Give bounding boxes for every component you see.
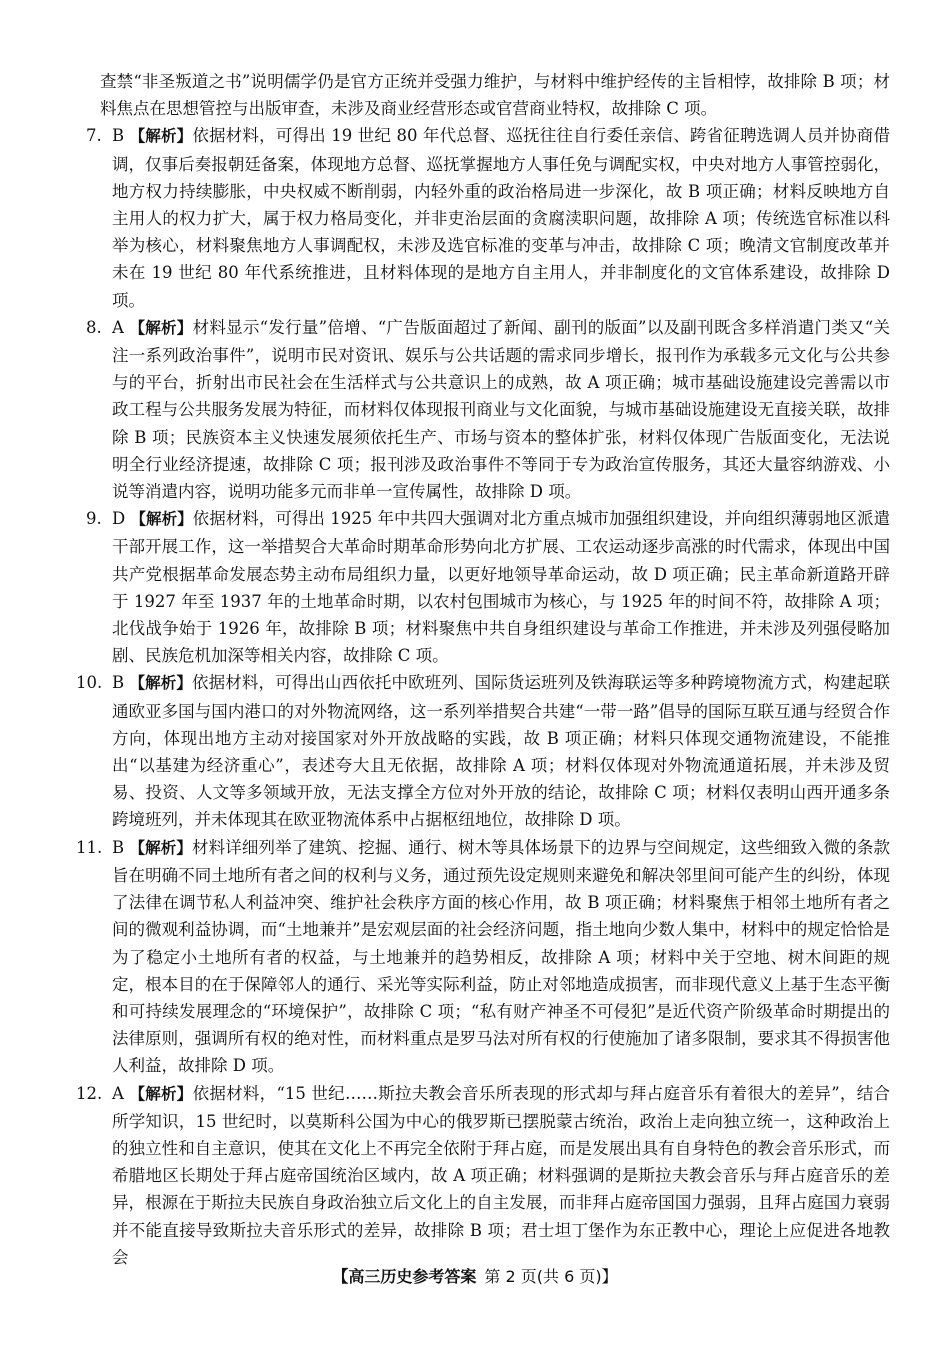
item-number: 8. <box>86 317 102 337</box>
answer-item-8 <box>86 314 890 505</box>
item-text: 依据材料，可得出 1925 年中共四大强调对北方重点城市加强组织建设，并向组织薄弱地区派遣干部开展工作，这一举措契合大革命时期革命形势向北方扩展、工农运动逐步高涨的时代需求，体现出中国共产党根据革命发展态势主动布局组织力量，以更好地领导革命运动，故 D 项正确；民主革命新道路开辟于 1927 年至 1937 年的土地革命时期，以农村包围城市为核心，与 1925 年的时间不符，故排除 A 项；北伐战争始于 1926 年，故排除 B 项；材料聚焦中共自身组织建设与革命工作推进，并未涉及列强侵略加剧、民族危机加深等相关内容，故排除 C 项。 <box>112 509 890 666</box>
analysis-tag: 【解析】 <box>129 838 193 857</box>
footer-title: 【高三历史参考答案 <box>332 1267 477 1286</box>
item-answer: B <box>112 837 125 857</box>
answer-item-11 <box>76 834 891 1080</box>
analysis-tag: 【解析】 <box>130 510 193 529</box>
item-number: 9. <box>86 509 102 529</box>
page-footer <box>0 1264 950 1287</box>
item-answer: B <box>112 126 125 146</box>
answer-item-12 <box>76 1080 890 1271</box>
answer-item-9 <box>86 505 890 669</box>
item-number: 10. <box>76 673 103 693</box>
item-answer: A <box>112 1083 124 1103</box>
item-answer: A <box>112 317 124 337</box>
item-text: 依据材料，可得出山西依托中欧班列、国际货运班列及铁海联运等多种跨境物流方式，构建起联通欧亚多国与国内港口的对外物流网络，这一系列举措契合共建“一带一路”倡导的国际互联互通与经贸合作方向，体现出地方主动对接国家对外开放战略的实践，故 B 项正确；材料只体现交通物流建设，不能推出“以基建为经济重心”，表述夸大且无依据，故排除 A 项；材料仅体现对外物流通道拓展，并未涉及贸易、投资、人文等多领域开放，无法支撑全方位对外开放的结论，故排除 C 项；材料仅表明山西开通多条跨境班列，并未体现其在欧亚物流体系中占据枢纽地位，故排除 D 项。 <box>112 673 891 830</box>
item-text: 依据材料，可得出 19 世纪 80 年代总督、巡抚往往自行委任亲信、跨省征聘选调人员并协商借调，仅事后奏报朝廷备案，体现地方总督、巡抚掌握地方人事任免与调配实权，中央对地方人事管控弱化，地方权力持续膨胀，中央权威不断削弱，内轻外重的政治格局进一步深化，故 B 项正确；材料反映地方自主用人的权力扩大，属于权力格局变化，并非吏治层面的贪腐渎职问题，故排除 A 项；传统选官标准以科举为核心，材料聚焦地方人事调配权，未涉及选官标准的变革与冲击，故排除 C 项；晚清文官制度改革并未在 19 世纪 80 年代系统推进，且材料体现的是地方自主用人，并非制度化的文官体系建设，故排除 D 项。 <box>112 126 890 310</box>
item-answer: D <box>112 509 126 529</box>
answer-list <box>76 122 891 1271</box>
continuation-paragraph: 查禁“非圣叛道之书”说明儒学仍是官方正统并受强力维护，与材料中维护经传的主旨相悖，故排除 B 项；材料焦点在思想管控与出版审查，未涉及商业经营形态或官营商业特权，故排除 C 项。 <box>100 72 890 119</box>
answer-item-7 <box>86 122 890 313</box>
item-number: 12. <box>76 1083 103 1103</box>
footer-page-number: 第 2 页(共 6 页)】 <box>484 1267 618 1286</box>
analysis-tag: 【解析】 <box>129 318 193 337</box>
item-answer: B <box>112 673 125 693</box>
answer-item-10 <box>76 669 891 833</box>
item-text: 依据材料，“15 世纪……斯拉夫教会音乐所表现的形式却与拜占庭音乐有着很大的差异”，结合所学知识，15 世纪时，以莫斯科公国为中心的俄罗斯已摆脱蒙古统治，政治上走向独立统一，这种政治上的独立性和自主意识，使其在文化上不再完全依附于拜占庭，而是发展出具有自身特色的教会音乐形式，而希腊地区长期处于拜占庭帝国统治区域内，故 A 项正确；材料强调的是斯拉夫教会音乐与拜占庭音乐的差异，根源在于斯拉夫民族自身政治独立后文化上的自主发展，而非拜占庭帝国国力强弱，且拜占庭国力衰弱并不能直接导致斯拉夫音乐形式的差异，故排除 B 项；君士坦丁堡作为东正教中心，理论上应促进各地教会 <box>112 1083 890 1267</box>
analysis-tag: 【解析】 <box>129 127 193 146</box>
item-text: 材料显示“发行量”倍增、“广告版面超过了新闻、副刊的版面”以及副刊既含多样消遣门类又“关注一系列政治事件”，说明市民对资讯、娱乐与公共话题的需求同步增长，报刊作为承载多元文化与公共参与的平台，折射出市民社会在生活样式与公共意识上的成熟，故 A 项正确；城市基础设施建设完善需以市政工程与公共服务发展为特征，而材料仅体现报刊商业与文化面貌，与城市基础设施建设无直接关联，故排除 B 项；民族资本主义快速发展须依托生产、市场与资本的整体扩张，材料仅体现广告版面变化，无法说明全行业经济提速，故排除 C 项；报刊涉及政治事件不等同于专为政治宣传服务，其还大量容纳游戏、小说等消遣内容，说明功能多元而非单一宣传属性，故排除 D 项。 <box>112 317 890 502</box>
analysis-tag: 【解析】 <box>129 1084 193 1103</box>
item-number: 7. <box>86 126 102 146</box>
item-number: 11. <box>76 837 103 857</box>
item-text: 材料详细列举了建筑、挖掘、通行、树木等具体场景下的边界与空间规定，这些细致入微的条款旨在明确不同土地所有者之间的权利与义务，通过预先设定规则来避免和解决邻里间可能产生的纠纷，体现了法律在调节私人利益冲突、维护社会秩序方面的核心作用，故 B 项正确；材料聚焦于相邻土地所有者之间的微观利益协调，而“土地兼并”是宏观层面的社会经济问题，指土地向少数人集中，材料中的规定恰恰是为了稳定小土地所有者的权益，与土地兼并的趋势相反，故排除 A 项；材料中关于空地、树木间距的规定，根本目的在于保障邻人的通行、采光等实际利益，防止对邻地造成损害，而非现代意义上基于生态平衡和可持续发展理念的“环境保护”，故排除 C 项；“私有财产神圣不可侵犯”是近代资产阶级革命时期提出的法律原则，强调所有权的绝对性，而材料重点是罗马法对所有权的行使施加了诸多限制，要求其不得损害他人利益，故排除 D 项。 <box>112 837 891 1076</box>
analysis-tag: 【解析】 <box>129 674 193 693</box>
